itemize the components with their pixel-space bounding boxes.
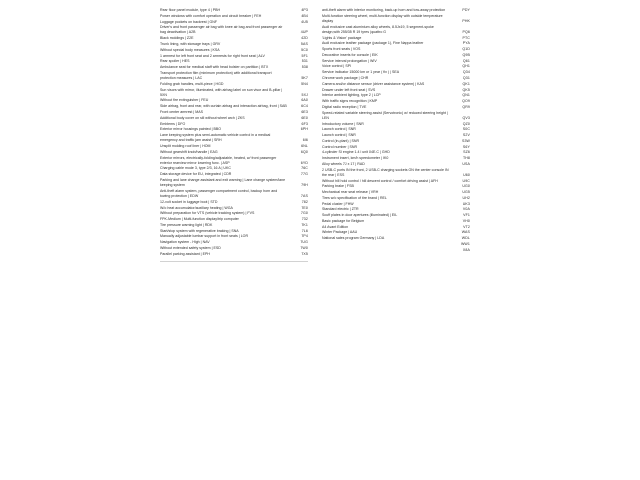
option-description: National sales program Germany | LDA	[322, 236, 385, 241]
option-code: QH1	[462, 64, 470, 69]
option-row	[160, 172, 308, 177]
option-code: QV3	[462, 115, 470, 120]
option-row	[322, 99, 470, 104]
option-description: Audi exclusive cast aluminium alloy wheels, 8.5Jx19, 5 segment-spoke design,with 255/35 R 19 tyres (quattro G	[322, 24, 434, 34]
option-code: PTC	[462, 35, 470, 40]
option-row	[322, 213, 470, 218]
option-row	[160, 104, 308, 109]
option-description: 'Lights & Vision' package	[322, 35, 362, 40]
option-description: 2 USB-C ports IN the front, 2 USB-C charging sockets ON the center console IN the rear | ESS	[322, 167, 449, 177]
option-description: Sun visors with mirror, illuminated, with airbag label on sun visor and B-pillar | 5XN	[160, 87, 283, 97]
option-code: 4UP	[300, 30, 308, 35]
option-row	[322, 207, 470, 212]
option-row	[322, 168, 470, 178]
option-row	[160, 59, 308, 64]
option-description: Camera and/or distance sensor (driver assistance system) | KAS	[322, 81, 425, 86]
option-code: S2V	[462, 133, 470, 138]
option-code: USA	[462, 161, 470, 166]
option-row	[322, 236, 470, 241]
option-row	[322, 139, 470, 144]
option-code: 7W0	[300, 246, 308, 250]
option-description: Parking brake | FSB	[322, 184, 354, 189]
option-code: 6E3	[301, 110, 308, 114]
left-column-divider	[160, 261, 308, 262]
option-code: UH2	[462, 195, 470, 200]
option-code: Q9B	[462, 52, 470, 57]
option-row	[160, 189, 308, 199]
option-code: QZ0	[462, 121, 470, 126]
option-code: 5N4	[301, 81, 308, 86]
option-code: 76C	[301, 166, 308, 171]
option-row	[322, 179, 470, 184]
option-description: 1 armrest for left front seat and 2 armrests for right front seat | ALV	[160, 53, 265, 58]
option-row	[322, 93, 470, 98]
option-code: S3W	[461, 138, 470, 143]
option-description: Control (in-plant) | SNR	[322, 138, 360, 143]
option-code: 7L6	[301, 228, 308, 233]
option-code: U60	[463, 172, 470, 177]
option-description: Without fire extinguisher | FEU	[160, 98, 209, 103]
option-description: Basic package for Belgium	[322, 218, 365, 223]
option-row	[322, 76, 470, 81]
option-code: 7G0	[300, 211, 308, 216]
option-row	[322, 156, 470, 161]
option-row	[322, 242, 470, 247]
option-description: Mechanical rear seat release | VRH	[322, 190, 379, 195]
option-description: Start/stop system with regenerative braking | SNA	[160, 228, 239, 233]
option-description: Service interval prolongation | WIV	[322, 58, 377, 63]
option-row	[160, 20, 308, 25]
option-code: 79H	[301, 183, 308, 188]
option-code: UG5	[462, 190, 470, 195]
option-row	[322, 202, 470, 207]
option-description: Winter Package | AAU	[322, 230, 358, 235]
option-code: 7E0	[301, 205, 308, 210]
option-row	[160, 252, 308, 257]
option-description: Service indicator 15000 km or 1 year ( fix ) | SEA	[322, 70, 400, 75]
option-code: QO9	[462, 99, 470, 104]
option-code: 77G	[300, 172, 308, 177]
option-description: Control number | SNR	[322, 144, 358, 149]
option-row	[322, 8, 470, 13]
option-row	[322, 47, 470, 52]
option-row	[160, 240, 308, 245]
option-code: 7K1	[301, 222, 308, 227]
option-description: W/o heat accumulator/auxiliary heating | WGA	[160, 205, 233, 210]
option-description: Parallel parking assistant | EPH	[160, 251, 210, 256]
option-row	[160, 48, 308, 53]
option-description: FPK-Medium | Multi-function display/trip computer	[160, 217, 239, 222]
option-description: Interior ambient lighting, type 2 | LCP	[322, 93, 381, 98]
option-code: 6I6	[302, 138, 308, 143]
option-code: Q61	[462, 58, 470, 63]
option-row	[160, 200, 308, 205]
option-code: QR9	[462, 104, 470, 109]
option-row	[160, 82, 308, 87]
option-description: Scuff plates in door apertures (illuminated) | EIL	[322, 213, 398, 218]
option-code: UK3	[462, 201, 470, 206]
option-code: WDL	[461, 236, 470, 241]
option-description: Without extended safety system | ESD	[160, 246, 221, 250]
option-row	[160, 246, 308, 251]
option-row	[322, 105, 470, 110]
option-description: Parking and lane change assistant and exit warning | Lane change system/lane keeping system	[160, 178, 286, 188]
option-row	[160, 133, 308, 143]
option-code: QK1	[462, 81, 470, 86]
option-row	[160, 25, 308, 35]
option-code: 7X5	[301, 251, 308, 256]
option-code: QN1	[462, 93, 470, 98]
option-description: Without preparation for VTS (vehicle tracking system) | FVS	[160, 211, 255, 216]
option-row	[322, 248, 470, 253]
left-option-list	[160, 8, 308, 258]
option-code: PYA	[462, 41, 470, 46]
option-row	[322, 111, 470, 121]
option-code: Q1D	[462, 47, 470, 52]
option-description: Power windows with comfort operation and circuit breaker | FEH	[160, 13, 262, 18]
option-description: Transport protection film (minimum protection) with additional transport protection measures | LAC	[160, 70, 272, 80]
option-row	[322, 127, 470, 132]
option-row	[322, 145, 470, 150]
option-row	[160, 122, 308, 127]
option-row	[160, 166, 308, 171]
option-code: 531	[301, 59, 308, 64]
option-description: Tires w/o specification of tire brand | REL	[322, 195, 387, 200]
option-description: Charging cable mode 3, type 2/3, 16 A | UKC	[160, 166, 231, 171]
option-description: Side airbag, front and rear, with curtain airbag and interaction airbag, front | SAB	[160, 104, 287, 109]
option-row	[322, 150, 470, 155]
option-row	[160, 156, 308, 166]
option-description: Lane keeping system plus semi-automatic vehicle control in a medical emergency and traffic jam assist | SRH	[160, 133, 271, 143]
option-description: Decorative inserts for console | EIK	[322, 52, 378, 57]
option-code: 5F1	[301, 53, 308, 58]
option-description: Digital radio reception | TVE	[322, 104, 367, 109]
right-option-list	[322, 8, 470, 254]
option-code: 4P3	[301, 8, 308, 12]
option-description: Chrome work package | CHR	[322, 76, 369, 80]
option-code: 7AS	[300, 194, 308, 199]
option-code: 6NL	[301, 144, 308, 148]
option-code: 732	[301, 217, 308, 222]
option-row	[322, 41, 470, 46]
option-description: Rear floor panel module, type 4 | PBH	[160, 8, 221, 12]
option-code: VF1	[463, 213, 470, 218]
option-row	[322, 225, 470, 230]
option-row	[322, 184, 470, 189]
option-description: Exterior mirrors, electrically-folding/adjustable, heated, w/ front passenger exterior rearview mirror lowering func. | ASP	[160, 155, 277, 165]
option-row	[160, 65, 308, 70]
option-code: SZ6	[463, 150, 470, 155]
option-description: Launch control | SNR	[322, 127, 356, 132]
option-row	[160, 144, 308, 149]
option-description: Driver's and front passenger air bag with knee air bag and front passenger air bag deactivation | A2B	[160, 25, 283, 35]
option-description: Introductory volume | SNR	[322, 121, 364, 126]
option-description: Launch control | SNR	[322, 133, 356, 138]
option-row	[160, 71, 308, 81]
option-code: 538	[301, 65, 308, 70]
option-code: QK5	[462, 87, 470, 92]
option-description: Black moldings | Z2E	[160, 36, 194, 41]
option-row	[160, 150, 308, 155]
option-code: UG0	[462, 184, 470, 189]
option-row	[160, 54, 308, 59]
option-description: Exterior mirror housings painted | BBO	[160, 127, 222, 132]
option-row	[160, 36, 308, 41]
option-description: Additional body cover on sill without wheel arch | ZKS	[160, 115, 245, 120]
option-code: 4B4	[301, 13, 308, 18]
option-description: Emblems | DFO	[160, 121, 186, 126]
option-row	[322, 64, 470, 69]
option-code: WW1	[460, 242, 470, 247]
option-description: Rear spoiler | HES	[160, 59, 190, 64]
option-row	[322, 196, 470, 201]
option-code: PDY	[462, 8, 470, 12]
option-description: Ambulance seat for medical staff with head bolster on partition | BTX	[160, 65, 269, 70]
option-description: 12-volt socket in luggage boot | STD	[160, 199, 218, 204]
option-row	[322, 219, 470, 224]
option-description: Folding grab handles, multi-piece | HGD	[160, 81, 224, 86]
option-row	[160, 127, 308, 132]
option-row	[322, 36, 470, 41]
option-code: 7UG	[300, 240, 308, 245]
option-code: PQ6	[462, 29, 470, 34]
option-code: 5AS	[300, 42, 308, 46]
option-row	[160, 110, 308, 115]
option-description: Pedal cluster | FHW	[322, 201, 354, 206]
option-description: Luggage pockets on backrest | GNF	[160, 19, 218, 24]
option-description: With traffic signs recognition | KMP	[322, 99, 378, 104]
option-code: 6YD	[300, 160, 308, 165]
option-row	[160, 223, 308, 228]
option-description: Without hill hold control / hill descent control / comfort driving assist | AFH	[322, 178, 438, 183]
option-code: S0C	[462, 127, 470, 132]
option-code: Q31	[462, 76, 470, 80]
option-code: WAS	[461, 230, 470, 235]
option-description: Data storage device for EU, integrated | CDR	[160, 172, 232, 177]
option-row	[160, 211, 308, 216]
left-column	[160, 8, 308, 463]
option-row	[160, 8, 308, 13]
option-row	[160, 98, 308, 103]
option-code: 5C0	[301, 47, 308, 52]
option-code: 5K7	[301, 76, 308, 80]
option-code: 6C4	[301, 104, 308, 109]
option-row	[322, 82, 470, 87]
option-description: Multi-function steering wheel, multi-function display with outside temperature display	[322, 13, 443, 23]
option-code: 7P4	[301, 234, 308, 239]
option-description: Instrument insert, km/h speedometer | IK0	[322, 156, 389, 161]
option-description: Front center armrest | MAS	[160, 110, 203, 114]
option-row	[160, 42, 308, 47]
option-row	[322, 230, 470, 235]
option-row	[322, 14, 470, 24]
option-code: PHK	[462, 18, 470, 23]
option-description: Standard electric | ZTR	[322, 207, 359, 212]
option-row	[322, 162, 470, 167]
option-description: Unsplit molding roof liner | HOM	[160, 144, 211, 148]
option-row	[322, 133, 470, 138]
option-code: V0A	[462, 207, 470, 212]
option-row	[160, 178, 308, 188]
option-row	[160, 116, 308, 121]
option-code: U9C	[462, 178, 470, 183]
option-description: Speed-related variable steering assist (Servotronic) w/ reduced steering height | LEN	[322, 110, 448, 120]
option-code: 4U5	[301, 19, 308, 24]
option-row	[160, 217, 308, 222]
option-description: Voice control | SPI	[322, 64, 352, 69]
option-row	[160, 206, 308, 211]
option-description: Tire pressure warning light | RDK	[160, 222, 213, 227]
option-description: anti-theft alarm with interior monitoring, back-up horn and tow-away protection	[322, 8, 446, 12]
option-code: 6Q0	[300, 149, 308, 154]
option-code: TH8	[462, 156, 470, 161]
option-code: X8A	[462, 247, 470, 252]
option-row	[322, 59, 470, 64]
option-row	[322, 122, 470, 127]
option-row	[322, 70, 470, 75]
option-row	[160, 88, 308, 98]
option-code: S6Y	[462, 144, 470, 149]
option-code: Q34	[462, 70, 470, 75]
option-description: Audi exclusive leather package (package 1), Fine Nappa leather	[322, 41, 424, 46]
option-description: Manually adjustable lumbar support in front seats | LOR	[160, 234, 249, 239]
option-code: 6E0	[301, 115, 308, 120]
option-code: 782	[301, 199, 308, 204]
option-row	[160, 229, 308, 234]
option-description: Without special body measures | KSA	[160, 47, 220, 52]
option-row	[160, 14, 308, 19]
right-column	[322, 8, 470, 463]
option-code: VT2	[463, 224, 470, 229]
option-description: Trunk lining, with stowage trays | GRV	[160, 42, 221, 46]
option-description: 4-cylinder SI engine 1.4 l unit 04E.C | GHD	[322, 150, 390, 155]
option-code: 6F3	[301, 121, 308, 126]
option-row	[322, 88, 470, 93]
option-code: 5XJ	[301, 92, 308, 97]
option-code: 6A0	[301, 98, 308, 103]
option-description: Anti-theft alarm system, passenger compartment control, backup horn and towing protection | EDW	[160, 188, 278, 199]
option-row	[322, 25, 470, 35]
option-code-sheet	[160, 8, 470, 463]
option-description: Sports front seats | VOS	[322, 47, 361, 52]
option-description: Without gearshift knob/handle | EAG	[160, 149, 218, 154]
option-row	[322, 53, 470, 58]
option-description: Navigation system - High | NAV	[160, 240, 210, 245]
option-code: 6PH	[300, 127, 308, 132]
option-row	[322, 190, 470, 195]
option-code: 42D	[301, 36, 308, 41]
option-description: Drawer under left front seat | SVS	[322, 87, 376, 92]
option-row	[160, 234, 308, 239]
option-description: A4 Avant Edition	[322, 224, 349, 229]
option-code: VH0	[462, 218, 470, 223]
option-description: Alloy wheels 7J x 17 | RAD	[322, 161, 365, 166]
